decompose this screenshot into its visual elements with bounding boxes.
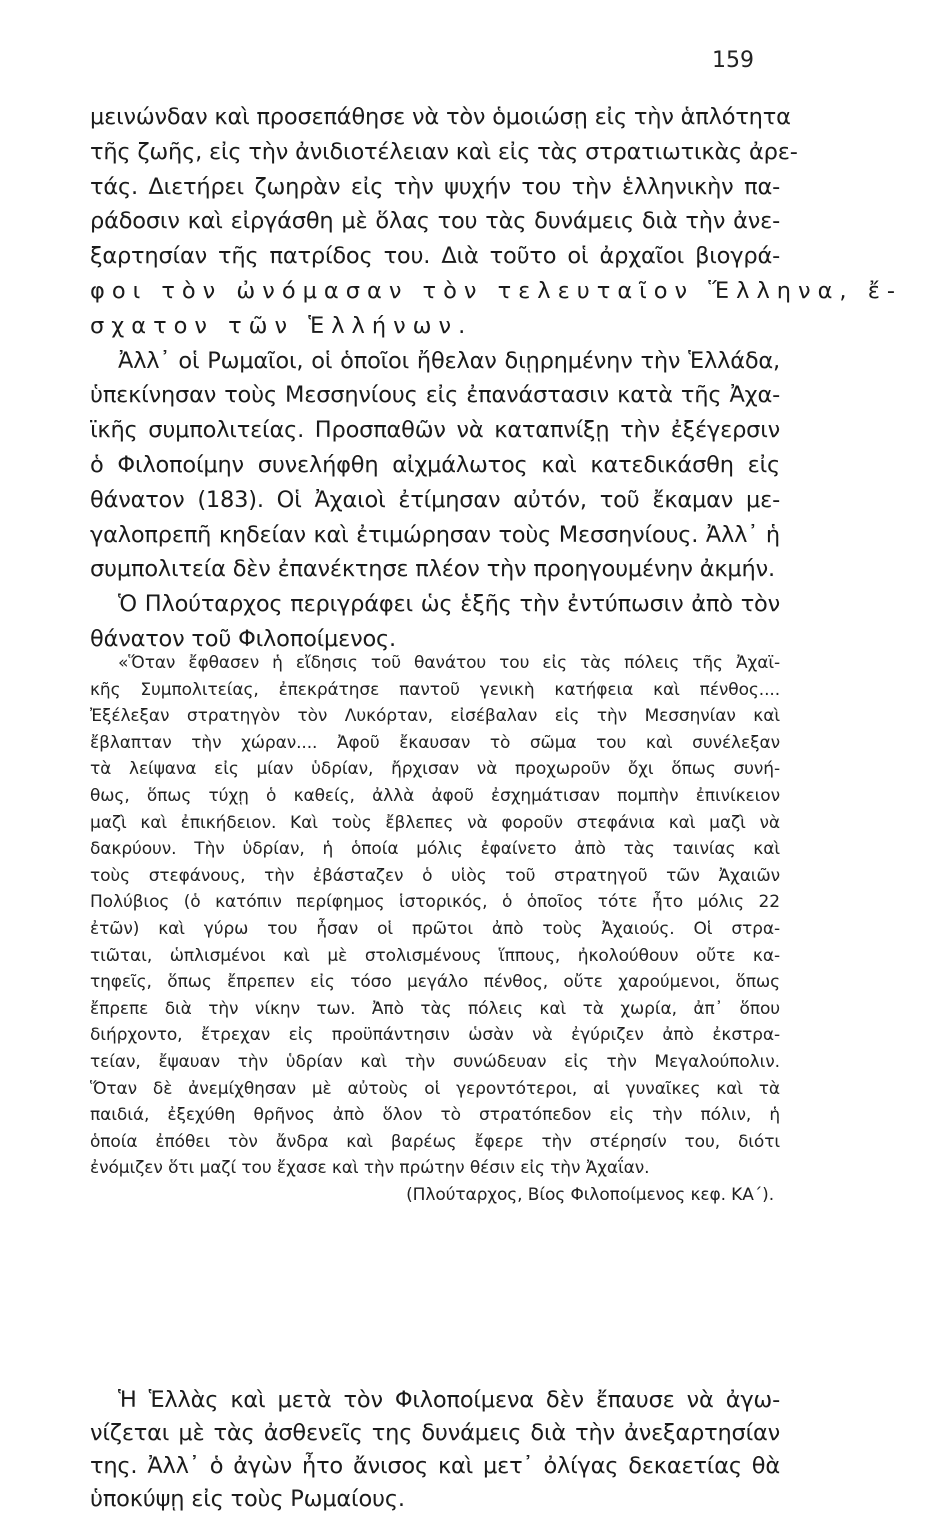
- quote-line: Ἐξέλεξαν στρατηγὸν τὸν Λυκόρταν, εἰσέβαλαν εἰς τὴν Μεσσηνίαν καὶ: [90, 706, 780, 727]
- text-line: Ἡ Ἑλλὰς καὶ μετὰ τὸν Φιλοποίμενα δὲν ἔπαυσε νὰ ἀγω-: [118, 1387, 780, 1413]
- quote-line: Πολύβιος (ὁ κατόπιν περίφημος ἱστορικός, ὁ ὁποῖος τότε ἦτο μόλις 22: [90, 892, 780, 913]
- quote-line: μαζὶ καὶ ἐπικήδειον. Καὶ τοὺς ἔβλεπες νὰ φοροῦν στεφάνια καὶ μαζὶ νὰ: [90, 812, 780, 833]
- quote-line: ἐτῶν) καὶ γύρω του ἦσαν οἱ πρῶτοι ἀπὸ τοὺς Ἀχαιούς. Οἱ στρα-: [90, 918, 780, 939]
- closing-paragraph: [90, 1384, 780, 1516]
- quote-line: κῆς Συμπολιτείας, ἐπεκράτησε παντοῦ γενικὴ κατήφεια καὶ πένθος....: [90, 679, 780, 700]
- text-line: ὑπεκίνησαν τοὺς Μεσσηνίους εἰς ἐπανάστασιν κατὰ τῆς Ἀχα-: [90, 382, 780, 409]
- text-line: νίζεται μὲ τὰς ἀσθενεῖς της δυνάμεις διὰ τὴν ἀνεξαρτησίαν: [90, 1420, 780, 1446]
- quote-line: τείαν, ἔψαυαν τὴν ὑδρίαν καὶ τὴν συνώδευαν εἰς τὴν Μεγαλούπολιν.: [90, 1051, 780, 1072]
- text-line: ράδοσιν καὶ εἰργάσθη μὲ ὅλας του τὰς δυνάμεις διὰ τὴν ἀνε-: [90, 208, 780, 235]
- quote-line: ἔπρεπε διὰ τὴν νίκην των. Ἀπὸ τὰς πόλεις καὶ τὰ χωρία, ἀπ᾿ ὅπου: [90, 998, 780, 1019]
- quote-line: παιδιά, ἐξεχύθη θρῆνος ἀπὸ ὅλον τὸ στρατόπεδον εἰς τὴν πόλιν, ἡ: [90, 1105, 780, 1126]
- page-number: 159: [712, 48, 754, 73]
- text-line: μεινώνδαν καὶ προσεπάθησε νὰ τὸν ὁμοιώσῃ εἰς τὴν ἁπλότητα: [90, 104, 791, 130]
- text-line: θάνατον τοῦ Φιλοποίμενος.: [90, 625, 397, 652]
- quote-citation: (Πλούταρχος, Βίος Φιλοποίμενος κεφ. ΚΑ΄).: [406, 1184, 774, 1205]
- quote-line: ὁποία ἐπόθει τὸν ἄνδρα καὶ βαρέως ἔφερε τὴν στέρησίν του, διότι: [90, 1131, 780, 1152]
- quote-line: ἔβλαπταν τὴν χώραν.... Ἀφοῦ ἔκαυσαν τὸ σῶμα του καὶ συνέλεξαν: [90, 732, 780, 753]
- quote-line: Ὅταν δὲ ἀνεμίχθησαν μὲ αὐτοὺς οἱ γεροντότεροι, αἱ γυναῖκες καὶ τὰ: [90, 1078, 780, 1099]
- quote-line: θως, ὅπως τύχῃ ὁ καθείς, ἀλλὰ ἀφοῦ ἐσχημάτισαν πομπὴν ἐπινίκειον: [90, 785, 780, 806]
- quote-line: τὰ λείψανα εἰς μίαν ὑδρίαν, ἤρχισαν νὰ προχωροῦν ὄχι ὅπως συνή-: [90, 759, 780, 780]
- quote-line: «Ὅταν ἔφθασεν ἡ εἴδησις τοῦ θανάτου του εἰς τὰς πόλεις τῆς Ἀχαϊ-: [118, 653, 780, 673]
- text-line: συμπολιτεία δὲν ἐπανέκτησε πλέον τὴν προηγουμένην ἀκμήν.: [90, 556, 775, 583]
- quote-line: τηφεῖς, ὅπως ἔπρεπεν εἰς τόσο μεγάλο πένθος, οὔτε χαρούμενοι, ὅπως: [90, 972, 780, 993]
- quote-line: δακρύουν. Τὴν ὑδρίαν, ἡ ὁποία μόλις ἐφαίνετο ἀπὸ τὰς ταινίας καὶ: [90, 839, 780, 860]
- text-line: τάς. Διετήρει ζωηρὰν εἰς τὴν ψυχήν του τὴν ἑλληνικὴν πα-: [90, 173, 780, 200]
- quote-line: τοὺς στεφάνους, τὴν ἐβάσταζεν ὁ υἱὸς τοῦ στρατηγοῦ τῶν Ἀχαιῶν: [90, 865, 780, 886]
- text-line: ϊκῆς συμπολιτείας. Προσπαθῶν νὰ καταπνίξῃ τὴν ἐξέγερσιν: [90, 417, 780, 444]
- quote-line: τιῶται, ὡπλισμένοι καὶ μὲ στολισμένους ἵππους, ἠκολούθουν οὔτε κα-: [90, 945, 780, 966]
- text-line: Ὁ Πλούταρχος περιγράφει ὡς ἑξῆς τὴν ἐντύπωσιν ἀπὸ τὸν: [118, 591, 780, 618]
- quote-line: ἐνόμιζεν ὅτι μαζί του ἔχασε καὶ τὴν πρώτην θέσιν εἰς τὴν Ἀχαΐαν.: [90, 1158, 650, 1179]
- text-line: της. Ἀλλ᾿ ὁ ἀγὼν ἦτο ἄνισος καὶ μετ᾿ ὀλίγας δεκαετίας θὰ: [90, 1453, 780, 1479]
- text-line: γαλοπρεπῆ κηδείαν καὶ ἐτιμώρησαν τοὺς Μεσσηνίους. Ἀλλ᾿ ἡ: [90, 521, 780, 548]
- text-line: θάνατον (183). Οἱ Ἀχαιοὶ ἐτίμησαν αὐτόν, τοῦ ἔκαμαν με-: [90, 486, 780, 513]
- main-paragraphs: [90, 100, 903, 657]
- text-line: φοι τὸν ὠνόμασαν τὸν τελευταῖον Ἕλληνα, ἔ-: [90, 277, 903, 304]
- plutarch-quotation: [90, 650, 780, 1208]
- text-line: σχατον τῶν Ἑλλήνων.: [90, 312, 473, 339]
- text-line: Ἀλλ᾿ οἱ Ρωμαῖοι, οἱ ὁποῖοι ἤθελαν διῃρημένην τὴν Ἑλλάδα,: [118, 347, 780, 374]
- text-line: ξαρτησίαν τῆς πατρίδος του. Διὰ τοῦτο οἱ ἀρχαῖοι βιογρά-: [90, 243, 780, 270]
- quote-line: διήρχοντο, ἔτρεχαν εἰς προϋπάντησιν ὡσὰν νὰ ἐγύριζεν ἀπὸ ἐκστρα-: [90, 1025, 780, 1046]
- text-line: ὁ Φιλοποίμην συνελήφθη αἰχμάλωτος καὶ κατεδικάσθη εἰς: [90, 451, 780, 478]
- text-line: ὑποκύψῃ εἰς τοὺς Ρωμαίους.: [90, 1486, 405, 1512]
- text-line: τῆς ζωῆς, εἰς τὴν ἀνιδιοτέλειαν καὶ εἰς τὰς στρατιωτικὰς ἀρε-: [90, 138, 798, 165]
